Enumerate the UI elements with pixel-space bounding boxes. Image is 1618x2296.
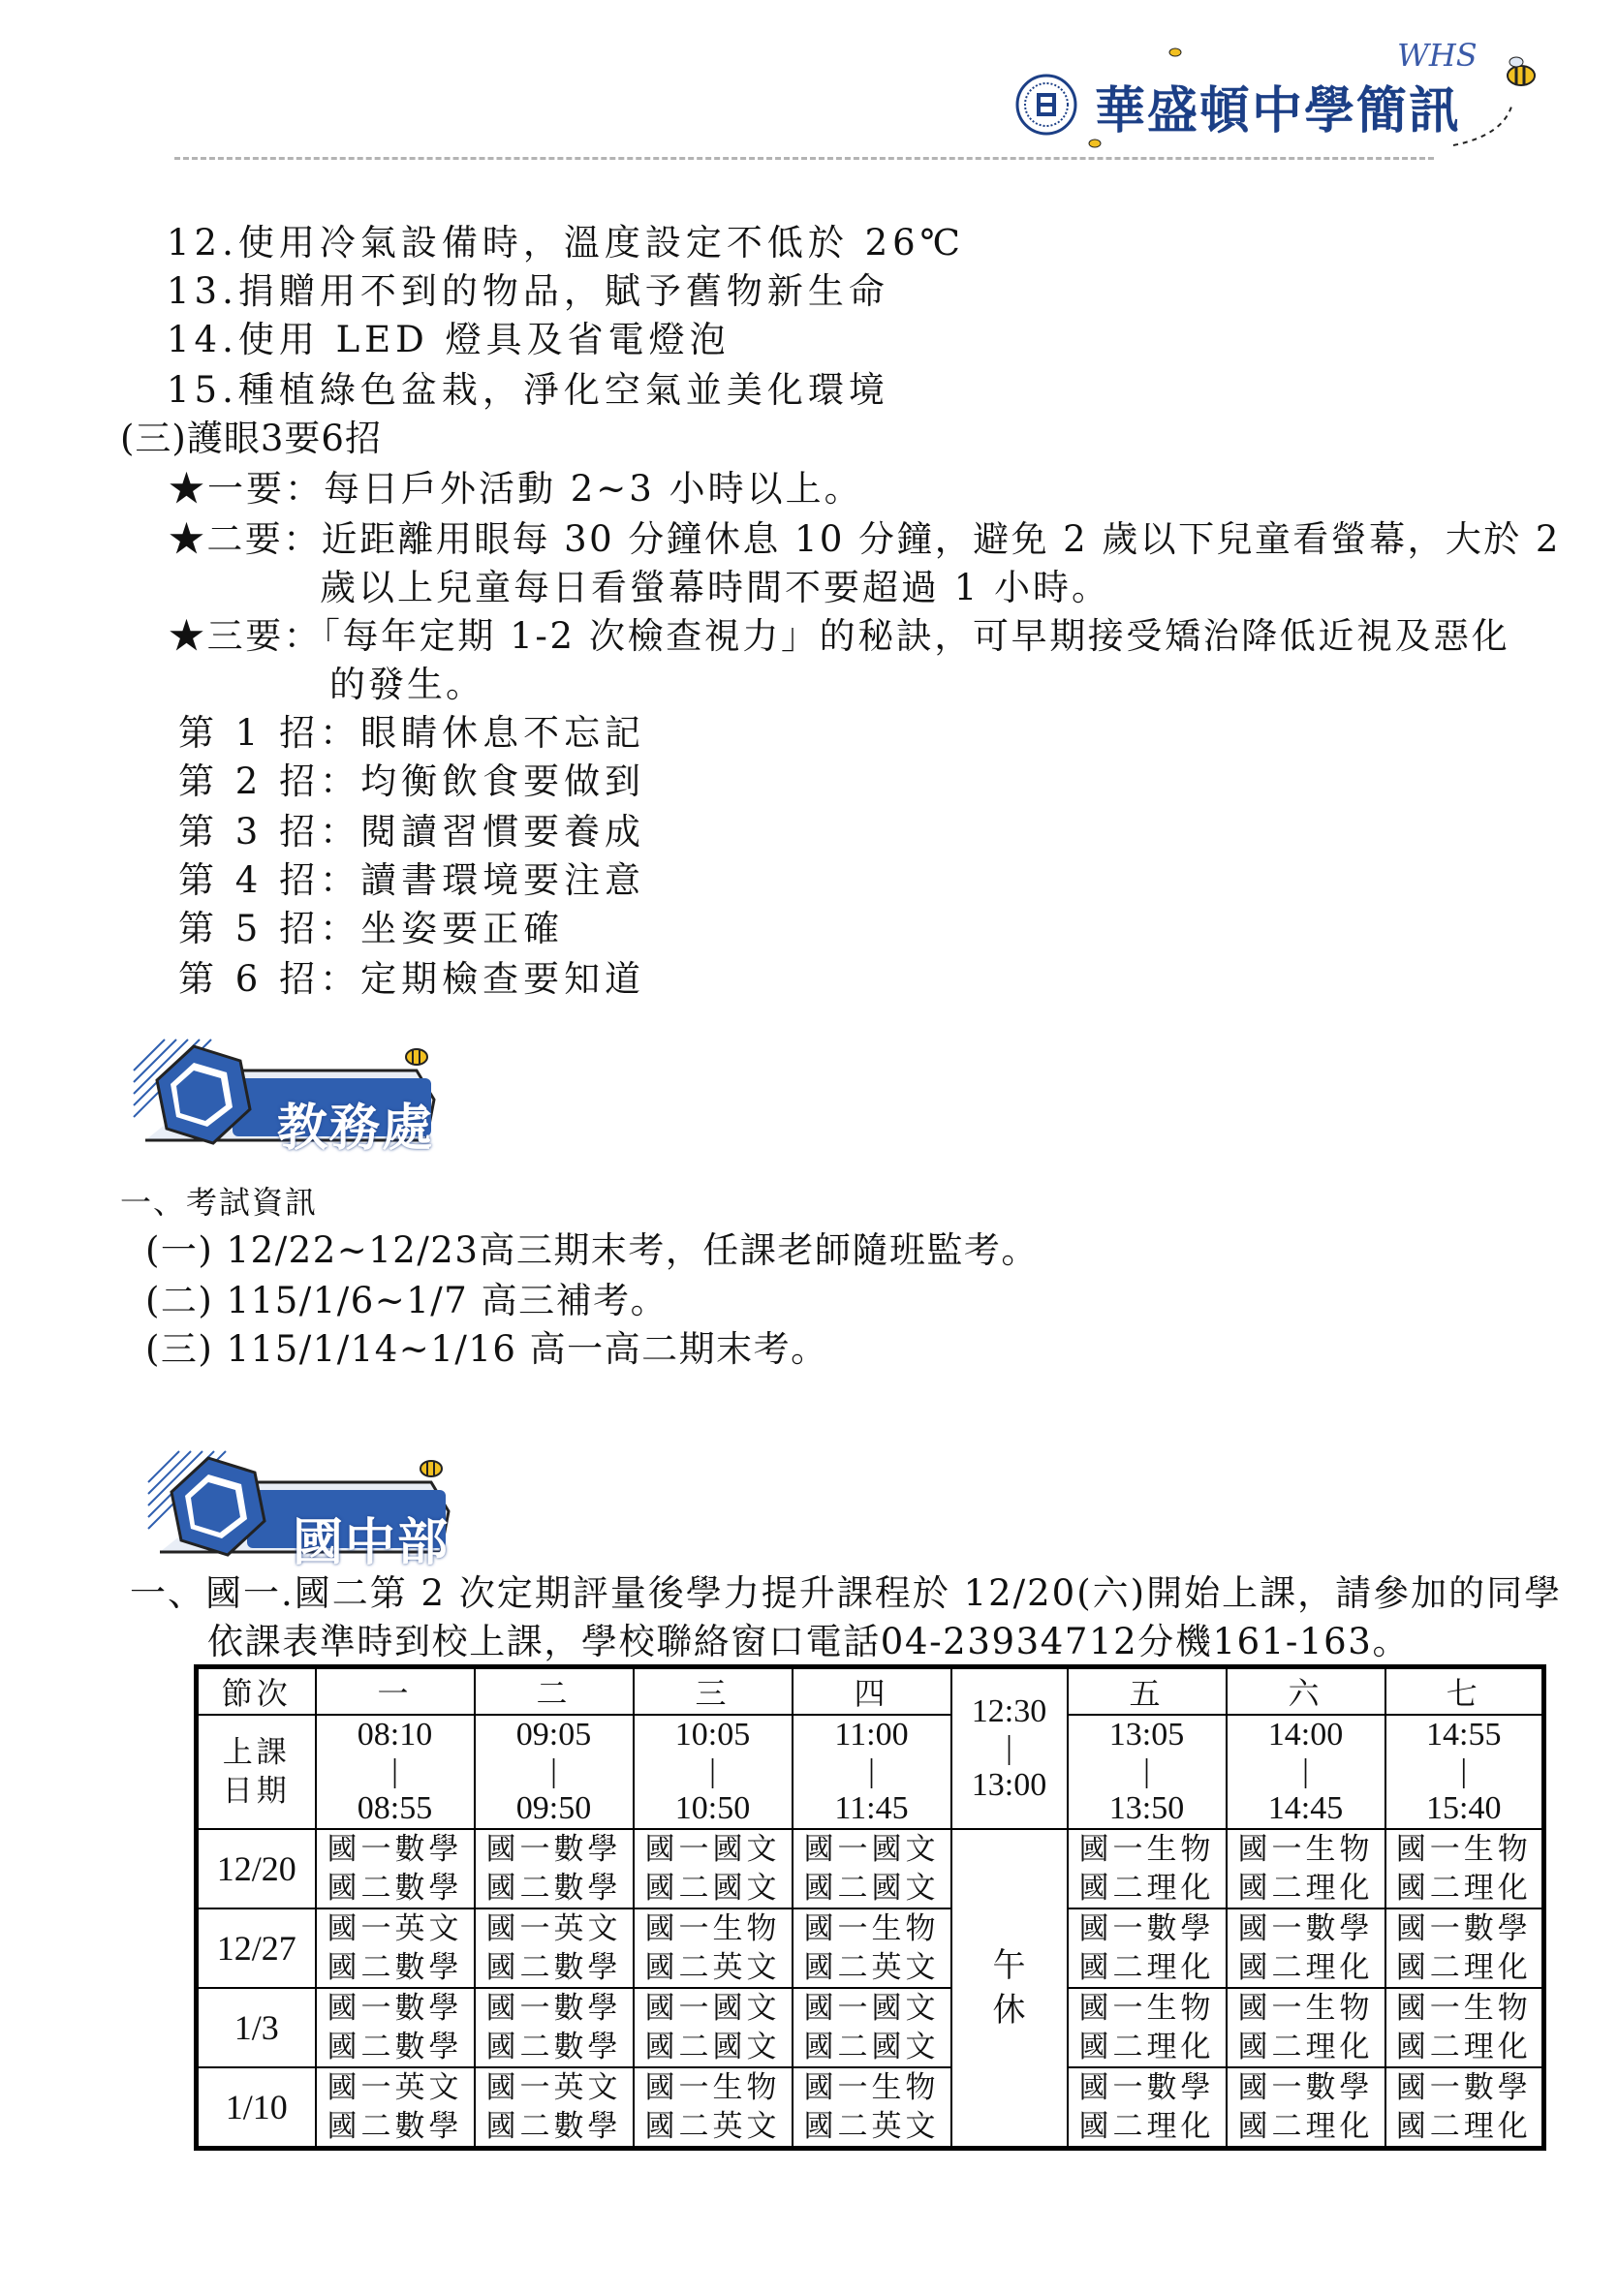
subject: 國一國文 [644,1991,781,2026]
period-label: 五 [1068,1667,1227,1716]
class-date: 12/27 [197,1908,316,1988]
subject: 國二理化 [1395,2109,1532,2144]
subject: 國一生物 [1237,1991,1374,2026]
subject: 國二理化 [1078,1871,1215,1906]
subject: 國二理化 [1078,2030,1215,2064]
subject: 國二理化 [1237,1871,1374,1906]
subject: 國一數學 [1078,2070,1215,2105]
list-item: 15.種植綠色盆栽，淨化空氣並美化環境 [167,369,889,411]
subject: 國一生物 [644,1911,781,1946]
subject: 國二理化 [1395,2030,1532,2064]
subject: 國一生物 [803,2070,940,2105]
period-header: 節次 [197,1667,316,1716]
class-cell [634,1829,793,1908]
monogram: WHS [1397,37,1478,74]
subject: 國一數學 [1395,2070,1532,2105]
subject: 國二數學 [327,2030,463,2064]
period-time: 08:10 | 08:55 [316,1715,475,1829]
period-time: 13:05 | 13:50 [1068,1715,1227,1829]
class-date: 1/3 [197,1988,316,2067]
class-cell [1385,1988,1544,2067]
class-cell [634,2067,793,2149]
subject: 國二數學 [485,2109,622,2144]
subject: 國二英文 [644,1950,781,1985]
academic-office-label: 教務處 [277,1100,435,1158]
period-time: 10:05 | 10:50 [634,1715,793,1829]
subject: 國二數學 [327,2109,463,2144]
subject: 國二數學 [485,2030,622,2064]
subject: 國一生物 [644,2070,781,2105]
subject: 國一生物 [1395,1832,1532,1867]
school-name: 華盛頓中學簡訊 [1095,82,1462,140]
subject: 國一數學 [1237,2070,1374,2105]
subject: 國一英文 [485,1911,622,1946]
period-label: 二 [475,1667,634,1716]
exam-info-item: (一) 12/22~12/23高三期末考，任課老師隨班監考。 [145,1229,1039,1271]
subject: 國一英文 [327,2070,463,2105]
eye-care-requirement: ★二要：近距離用眼每 30 分鐘休息 10 分鐘，避免 2 歲以下兒童看螢幕，大於 2 [169,518,1561,560]
subject: 國二英文 [803,1950,940,1985]
period-time: 14:55 | 15:40 [1385,1715,1544,1829]
list-item: 13.捐贈用不到的物品，賦予舊物新生命 [167,270,889,312]
period-label: 六 [1227,1667,1385,1716]
class-cell [634,1908,793,1988]
class-date: 1/10 [197,2067,316,2149]
class-cell [634,1988,793,2067]
noon-time: 12:30 | 13:00 [951,1667,1068,1830]
subject: 國二國文 [644,2030,781,2064]
junior-notice-cont: 依課表準時到校上課，學校聯絡窗口電話04-23934712分機161-163。 [207,1621,1411,1662]
list-item: 14.使用 LED 燈具及省電燈泡 [167,319,731,360]
subject: 國二理化 [1237,2109,1374,2144]
course-schedule-table [194,1664,1546,2151]
bee-icon [1508,57,1535,85]
subject: 國二英文 [644,2109,781,2144]
class-cell [316,2067,475,2149]
class-cell [1068,1829,1227,1908]
class-cell [793,1829,951,1908]
class-cell [793,1988,951,2067]
class-cell [1227,1908,1385,1988]
eye-care-move: 第 4 招：讀書環境要注意 [178,859,646,901]
class-cell [1385,1908,1544,1988]
period-time: 09:05 | 09:50 [475,1715,634,1829]
eye-care-move: 第 2 招：均衡飲食要做到 [178,760,646,802]
eye-care-requirement: ★三要：「每年定期 1-2 次檢查視力」的秘訣，可早期接受矯治降低近視及惡化 [169,615,1510,657]
exam-info-title: 一、考試資訊 [120,1184,319,1221]
table-row [197,1908,1544,1988]
table-row [197,1988,1544,2067]
subject: 國二國文 [803,1871,940,1906]
table-time-row [197,1715,1544,1829]
table-row [197,1829,1544,1908]
subject: 國一生物 [1395,1991,1532,2026]
eye-care-move: 第 5 招：坐姿要正確 [178,908,565,949]
subject: 國二數學 [485,1871,622,1906]
subject: 國一國文 [803,1832,940,1867]
exam-info-item: (三) 115/1/14~1/16 高一高二期末考。 [145,1328,828,1370]
class-cell [793,2067,951,2149]
class-cell [1068,1908,1227,1988]
subject: 國二理化 [1078,2109,1215,2144]
eye-care-move: 第 1 招：眼睛休息不忘記 [178,712,646,754]
subject: 國二國文 [803,2030,940,2064]
subject: 國二理化 [1237,1950,1374,1985]
subject: 國一國文 [644,1832,781,1867]
subject: 國一生物 [1078,1991,1215,2026]
eye-care-requirement: ★一要：每日戶外活動 2~3 小時以上。 [169,468,863,510]
junior-notice: 一、國一.國二第 2 次定期評量後學力提升課程於 12/20(六)開始上課，請參加的同學 [130,1572,1563,1614]
class-cell [1227,2067,1385,2149]
subject: 國一數學 [1395,1911,1532,1946]
class-cell [1227,1988,1385,2067]
class-cell [475,1829,634,1908]
subject: 國一生物 [803,1911,940,1946]
period-time: 14:00 | 14:45 [1227,1715,1385,1829]
period-label: 七 [1385,1667,1544,1716]
eye-care-move: 第 6 招：定期檢查要知道 [178,958,646,1000]
subject: 國一數學 [1237,1911,1374,1946]
class-cell [316,1829,475,1908]
class-cell [1068,1988,1227,2067]
subject: 國二數學 [327,1950,463,1985]
subject: 國一英文 [327,1911,463,1946]
subject: 國一生物 [1237,1832,1374,1867]
bee-icon [1169,48,1181,56]
subject: 國一數學 [327,1832,463,1867]
class-cell [793,1908,951,1988]
subject: 國二理化 [1395,1950,1532,1985]
subject: 國一數學 [327,1991,463,2026]
subject: 國二數學 [485,1950,622,1985]
subject: 國二國文 [644,1871,781,1906]
exam-info-item: (二) 115/1/6~1/7 高三補考。 [145,1280,669,1321]
class-cell [1227,1829,1385,1908]
schedule-body [197,1829,1544,2149]
header-divider [174,157,1434,160]
class-cell [316,1988,475,2067]
bee-icon [406,1049,427,1065]
subject: 國一數學 [485,1991,622,2026]
period-label: 一 [316,1667,475,1716]
junior-high-label: 國中部 [293,1514,451,1572]
bee-icon [420,1461,442,1476]
class-cell [1385,1829,1544,1908]
period-label: 三 [634,1667,793,1716]
table-header-row [197,1667,1544,1716]
subject: 國一數學 [485,1832,622,1867]
table-row [197,2067,1544,2149]
period-time: 11:00 | 11:45 [793,1715,951,1829]
subject: 國一生物 [1078,1832,1215,1867]
subject: 國一數學 [1078,1911,1215,1946]
date-header: 上課 日期 [197,1715,316,1829]
subject: 國二理化 [1237,2030,1374,2064]
class-cell [475,2067,634,2149]
subject: 國一英文 [485,2070,622,2105]
eye-care-requirement-cont: 的發生。 [329,664,484,705]
subject: 國二數學 [327,1871,463,1906]
class-cell [475,1988,634,2067]
subject: 國二理化 [1078,1950,1215,1985]
eye-care-move: 第 3 招：閱讀習慣要養成 [178,811,646,853]
class-cell [1068,2067,1227,2149]
subject: 國二英文 [803,2109,940,2144]
list-item: 12.使用冷氣設備時，溫度設定不低於 26℃ [167,222,966,264]
lunch-break-cell: 午 休 [951,1829,1068,2149]
eye-care-requirement-cont: 歲以上兒童每日看螢幕時間不要超過 1 小時。 [320,567,1111,608]
class-date: 12/20 [197,1829,316,1908]
period-label: 四 [793,1667,951,1716]
class-cell [316,1908,475,1988]
class-cell [1385,2067,1544,2149]
class-cell [475,1908,634,1988]
subject: 國二理化 [1395,1871,1532,1906]
subject: 國一國文 [803,1991,940,2026]
eye-care-heading: (三)護眼3要6招 [120,418,382,459]
school-crest-icon [1017,76,1075,134]
